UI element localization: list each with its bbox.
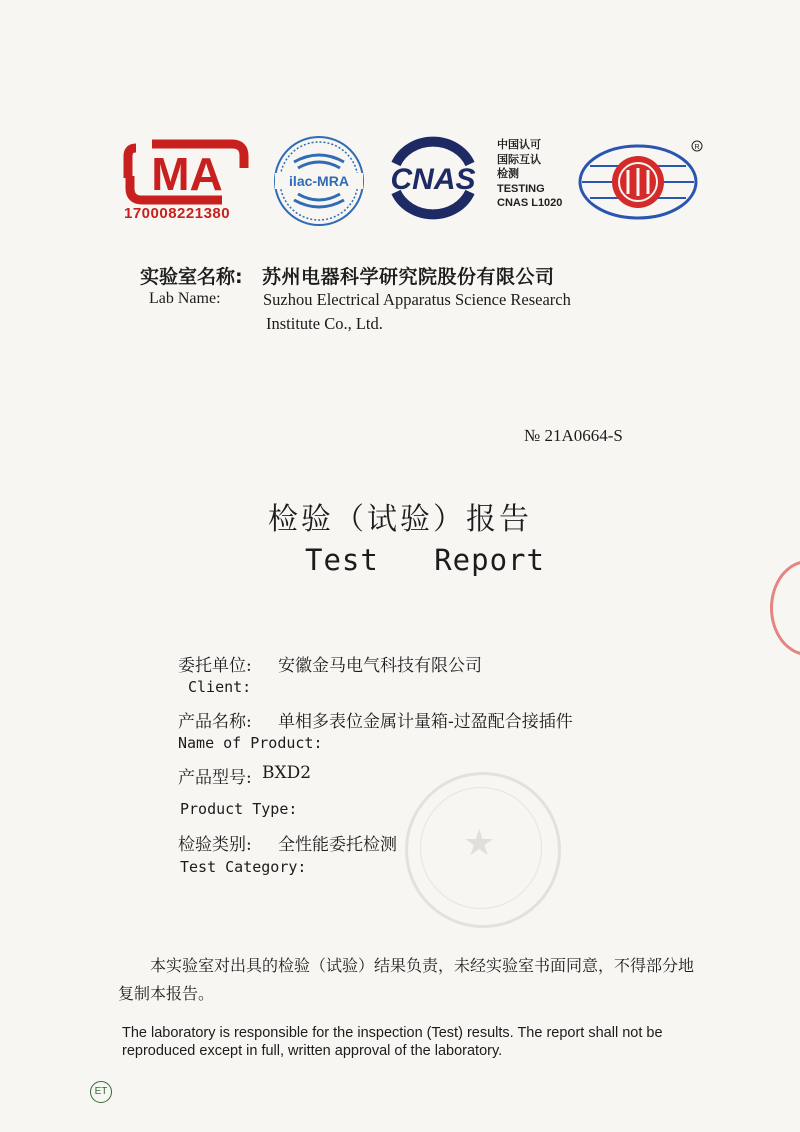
recycle-mark-icon: ET: [90, 1081, 112, 1103]
cnas-line: 国际互认: [497, 153, 541, 166]
report-number: № 21A0664-S: [524, 426, 623, 445]
product-type-value: BXD2: [262, 763, 312, 783]
cnas-line: 检测: [497, 168, 519, 180]
product-name-value: 单相多表位金属计量箱-过盈配合接插件: [278, 712, 573, 732]
product-type-label-cn: 产品型号:: [178, 768, 252, 788]
cnas-line: CNAS L1020: [497, 197, 563, 209]
product-name-label-cn: 产品名称:: [178, 712, 252, 732]
client-label-en: Client:: [188, 678, 252, 696]
inspection-seal: [405, 772, 561, 928]
red-seal-edge: [770, 560, 800, 656]
lab-name-en: [263, 288, 643, 336]
lab-name-en-line: Suzhou Electrical Apparatus Science Research: [263, 290, 571, 309]
report-title-en: Test Report: [305, 543, 545, 577]
seal-star-icon: ★: [463, 823, 496, 864]
lab-name-en-line: Institute Co., Ltd.: [266, 314, 383, 333]
notice-en: The laboratory is responsible for the inspection (Test) results. The report shall not be reproduced except in full, written approval of the laboratory.: [122, 1025, 663, 1059]
svg-text:R: R: [694, 144, 700, 151]
cnas-logo: [378, 134, 488, 220]
ilac-mra-logo: [272, 134, 366, 228]
cnas-line: 中国认可: [497, 139, 541, 151]
cma-code: 170008221380: [124, 205, 231, 222]
lab-name-cn: 苏州电器科学研究院股份有限公司: [262, 266, 555, 288]
lab-name-label-cn: 实验室名称:: [140, 266, 243, 288]
svg-text:MA: MA: [151, 148, 223, 200]
client-label-cn: 委托单位:: [178, 656, 252, 676]
notice-cn: 本实验室对出具的检验（试验）结果负责，未经实验室书面同意，不得部分地复制本报告。: [118, 956, 695, 1003]
lab-name-label-en: Lab Name:: [149, 290, 221, 307]
test-category-label-cn: 检验类别:: [178, 835, 252, 855]
cnas-line: TESTING: [497, 182, 545, 195]
product-name-label-en: Name of Product:: [178, 734, 323, 752]
ccc-logo: [574, 138, 708, 222]
cnas-accreditation-text: [497, 138, 562, 211]
svg-text:ilac-MRA: ilac-MRA: [289, 173, 349, 189]
test-category-value: 全性能委托检测: [278, 835, 397, 855]
test-category-label-en: Test Category:: [180, 858, 307, 876]
product-type-label-en: Product Type:: [180, 800, 298, 818]
cma-logo: [122, 138, 252, 206]
svg-text:CNAS: CNAS: [390, 163, 476, 196]
report-title-cn: 检验（试验）报告: [268, 502, 532, 537]
client-value: 安徽金马电气科技有限公司: [278, 656, 482, 676]
